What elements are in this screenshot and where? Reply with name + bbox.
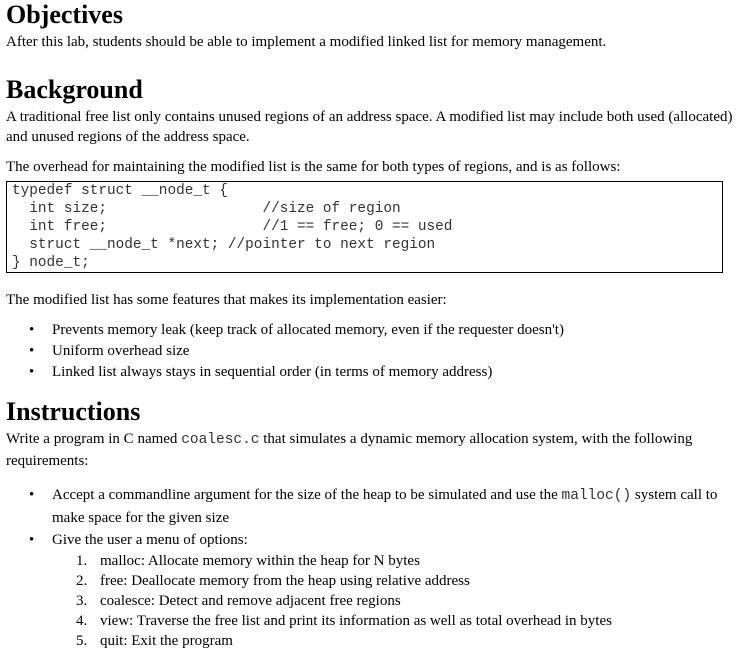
bullet-icon: • (29, 343, 35, 359)
background-section (6, 75, 735, 383)
code-block (6, 181, 723, 273)
list-item (6, 320, 735, 341)
background-paragraph-2: The overhead for maintaining the modified list is the same for both types of regions, and is as follows: (6, 159, 621, 175)
req2-text: Give the user a menu of options: (52, 532, 248, 548)
instructions-section (6, 397, 735, 651)
malloc-code: malloc() (561, 488, 632, 504)
list-item (6, 484, 735, 529)
feature-text: Uniform overhead size (52, 343, 190, 359)
req1-text-before: Accept a commandline argument for the size of the heap to be simulated and use the (52, 487, 562, 503)
feature-text: Linked list always stays in sequential order (in terms of memory address) (52, 364, 493, 380)
menu-text: free: Deallocate memory from the heap using relative address (100, 573, 470, 589)
code-line: int size; //size of region (12, 201, 401, 217)
menu-number: 5. (76, 633, 88, 649)
instructions-intro (6, 429, 735, 472)
list-item (6, 529, 735, 651)
code-line: typedef struct __node_t { (12, 183, 228, 199)
menu-text: view: Traverse the free list and print its information as well as total overhead in bytes (100, 613, 612, 629)
list-item (6, 571, 735, 591)
feature-text: Prevents memory leak (keep track of allocated memory, even if the requester doesn't) (52, 322, 564, 338)
code-line: int free; //1 == free; 0 == used (12, 219, 453, 235)
requirements-list (6, 484, 735, 651)
list-item (6, 362, 735, 383)
code-line: struct __node_t *next; //pointer to next region (12, 237, 436, 253)
list-item (6, 611, 735, 631)
list-item (6, 591, 735, 611)
menu-number: 3. (76, 593, 88, 609)
objectives-text: After this lab, students should be able to implement a modified linked list for memory management. (6, 34, 607, 50)
features-list (6, 320, 735, 383)
menu-text: quit: Exit the program (100, 633, 233, 649)
bullet-icon: • (29, 322, 35, 338)
bullet-icon: • (29, 364, 35, 380)
menu-text: coalesce: Detect and remove adjacent free regions (100, 593, 401, 609)
bullet-icon: • (29, 487, 35, 503)
req1-text-after: system call to make space for the given size (52, 487, 718, 526)
instructions-heading: Instructions (6, 397, 141, 426)
list-item (6, 631, 735, 651)
menu-text: malloc: Allocate memory within the heap for N bytes (100, 553, 420, 569)
menu-number: 1. (76, 553, 88, 569)
menu-number: 4. (76, 613, 88, 629)
objectives-section (6, 0, 735, 52)
menu-options-list (52, 551, 735, 651)
intro-text-after: that simulates a dynamic memory allocation system, with the following requirements: (6, 431, 693, 469)
code-line: } node_t; (12, 255, 90, 271)
list-item (6, 551, 735, 571)
list-item (6, 341, 735, 362)
bullet-icon: • (29, 532, 35, 548)
objectives-heading: Objectives (6, 0, 123, 29)
background-heading: Background (6, 75, 143, 104)
background-paragraph-1: A traditional free list only contains unused regions of an address space. A modified list may include both used (allocated) and unused regions of the address space. (6, 109, 733, 145)
filename-code: coalesc.c (181, 432, 260, 448)
intro-text-before: Write a program in C named (6, 431, 182, 447)
features-intro: The modified list has some features that makes its implementation easier: (6, 292, 447, 308)
menu-number: 2. (76, 573, 88, 589)
